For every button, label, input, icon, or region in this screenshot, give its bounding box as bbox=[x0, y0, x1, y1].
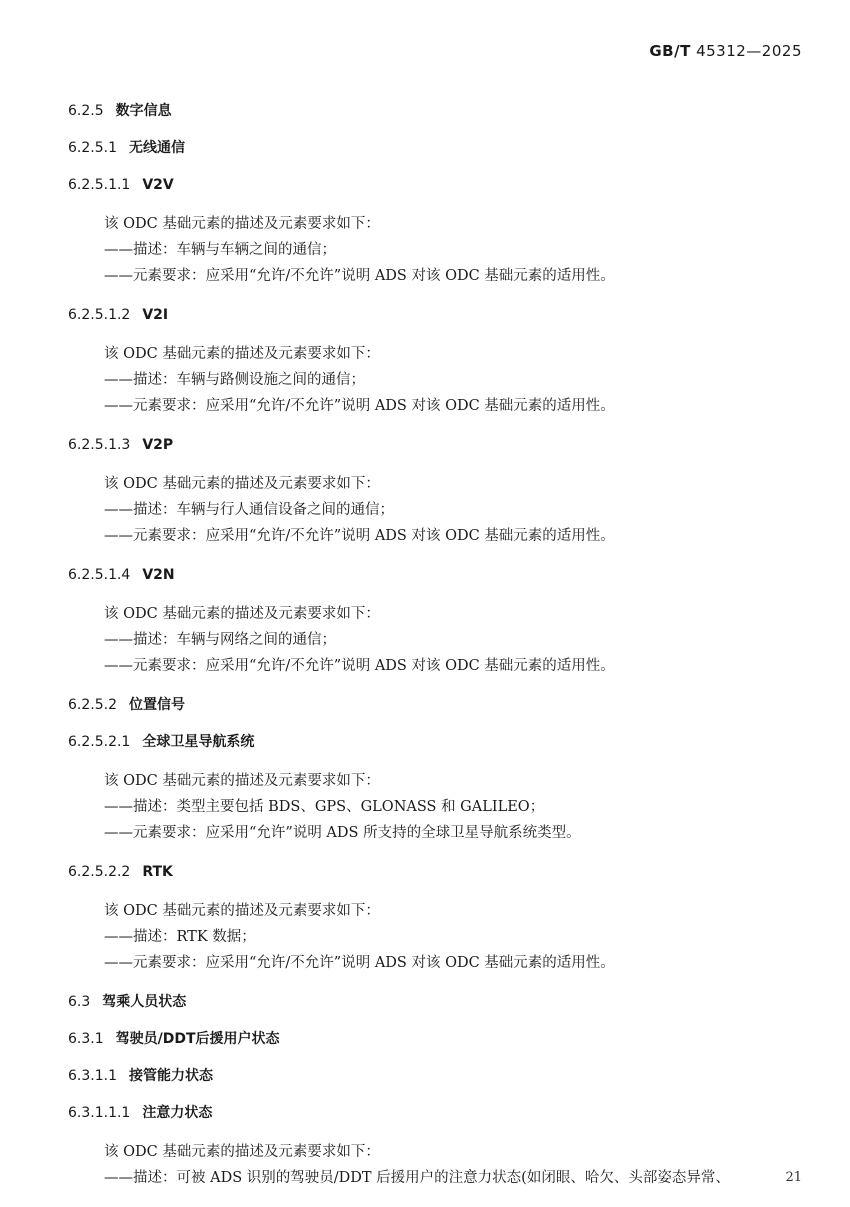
list-item: ——元素要求：应采用“允许/不允许”说明 ADS 对该 ODC 基础元素的适用性。 bbox=[104, 268, 615, 284]
section-number: 6.2.5.1.1 bbox=[68, 177, 131, 193]
list-item: ——元素要求：应采用“允许/不允许”说明 ADS 对该 ODC 基础元素的适用性。 bbox=[104, 658, 615, 674]
paragraph bbox=[68, 471, 808, 549]
standard-number: 45312—2025 bbox=[696, 42, 802, 60]
list-item: ——元素要求：应采用“允许”说明 ADS 所支持的全球卫星导航系统类型。 bbox=[104, 825, 581, 841]
section-number: 6.2.5.1.2 bbox=[68, 307, 131, 323]
section-title: V2V bbox=[142, 177, 174, 193]
paragraph-intro: 该 ODC 基础元素的描述及元素要求如下： bbox=[104, 216, 380, 232]
section-heading bbox=[68, 991, 808, 1013]
list-item: ——元素要求：应采用“允许/不允许”说明 ADS 对该 ODC 基础元素的适用性。 bbox=[104, 398, 615, 414]
section-heading bbox=[68, 861, 808, 883]
paragraph-intro: 该 ODC 基础元素的描述及元素要求如下： bbox=[104, 606, 380, 622]
paragraph bbox=[68, 898, 808, 976]
paragraph bbox=[68, 1139, 808, 1191]
section-number: 6.3.1.1 bbox=[68, 1068, 117, 1084]
list-item: ——描述：RTK 数据； bbox=[104, 929, 256, 945]
section-number: 6.2.5.2.2 bbox=[68, 864, 131, 880]
section-title: 无线通信 bbox=[128, 140, 185, 156]
paragraph-intro: 该 ODC 基础元素的描述及元素要求如下： bbox=[104, 903, 380, 919]
list-item: ——描述：车辆与路侧设施之间的通信； bbox=[104, 372, 365, 388]
paragraph bbox=[68, 601, 808, 679]
section-heading bbox=[68, 434, 808, 456]
list-item: ——描述：车辆与车辆之间的通信； bbox=[104, 242, 336, 258]
list-item: ——元素要求：应采用“允许/不允许”说明 ADS 对该 ODC 基础元素的适用性。 bbox=[104, 528, 615, 544]
section-number: 6.3.1.1.1 bbox=[68, 1105, 131, 1121]
section-heading bbox=[68, 100, 808, 122]
section-number: 6.2.5.1.4 bbox=[68, 567, 131, 583]
section-title: 数字信息 bbox=[115, 103, 172, 119]
page-number: 21 bbox=[785, 1170, 802, 1185]
paragraph-intro: 该 ODC 基础元素的描述及元素要求如下： bbox=[104, 1144, 380, 1160]
section-number: 6.2.5.2.1 bbox=[68, 734, 131, 750]
section-heading bbox=[68, 731, 808, 753]
standard-code: GB/T bbox=[649, 42, 691, 60]
paragraph bbox=[68, 768, 808, 846]
paragraph bbox=[68, 341, 808, 419]
section-title: V2I bbox=[142, 307, 169, 323]
section-heading bbox=[68, 1102, 808, 1124]
section-title: V2P bbox=[142, 437, 174, 453]
paragraph bbox=[68, 211, 808, 289]
section-number: 6.2.5 bbox=[68, 103, 104, 119]
section-title: 驾乘人员状态 bbox=[102, 994, 187, 1010]
list-item: ——描述：可被 ADS 识别的驾驶员/DDT 后援用户的注意力状态(如闭眼、哈欠、头部姿态异常、 bbox=[104, 1170, 730, 1186]
document-body bbox=[68, 100, 808, 1191]
section-heading bbox=[68, 174, 808, 196]
section-heading bbox=[68, 304, 808, 326]
section-heading bbox=[68, 1028, 808, 1050]
section-number: 6.3 bbox=[68, 994, 91, 1010]
section-title: RTK bbox=[142, 864, 173, 880]
section-heading bbox=[68, 564, 808, 586]
section-number: 6.3.1 bbox=[68, 1031, 104, 1047]
section-title: 驾驶员/DDT后援用户状态 bbox=[115, 1031, 280, 1047]
section-heading bbox=[68, 137, 808, 159]
section-title: V2N bbox=[142, 567, 175, 583]
section-number: 6.2.5.2 bbox=[68, 697, 117, 713]
section-heading bbox=[68, 1065, 808, 1087]
section-number: 6.2.5.1.3 bbox=[68, 437, 131, 453]
list-item: ——描述：类型主要包括 BDS、GPS、GLONASS 和 GALILEO； bbox=[104, 799, 545, 815]
list-item: ——描述：车辆与网络之间的通信； bbox=[104, 632, 336, 648]
paragraph-intro: 该 ODC 基础元素的描述及元素要求如下： bbox=[104, 346, 380, 362]
list-item: ——元素要求：应采用“允许/不允许”说明 ADS 对该 ODC 基础元素的适用性。 bbox=[104, 955, 615, 971]
page-header bbox=[649, 42, 802, 60]
section-title: 注意力状态 bbox=[142, 1105, 213, 1121]
section-heading bbox=[68, 694, 808, 716]
section-title: 位置信号 bbox=[128, 697, 185, 713]
list-item: ——描述：车辆与行人通信设备之间的通信； bbox=[104, 502, 394, 518]
paragraph-intro: 该 ODC 基础元素的描述及元素要求如下： bbox=[104, 476, 380, 492]
paragraph-intro: 该 ODC 基础元素的描述及元素要求如下： bbox=[104, 773, 380, 789]
section-title: 接管能力状态 bbox=[128, 1068, 213, 1084]
section-title: 全球卫星导航系统 bbox=[142, 734, 255, 750]
section-number: 6.2.5.1 bbox=[68, 140, 117, 156]
